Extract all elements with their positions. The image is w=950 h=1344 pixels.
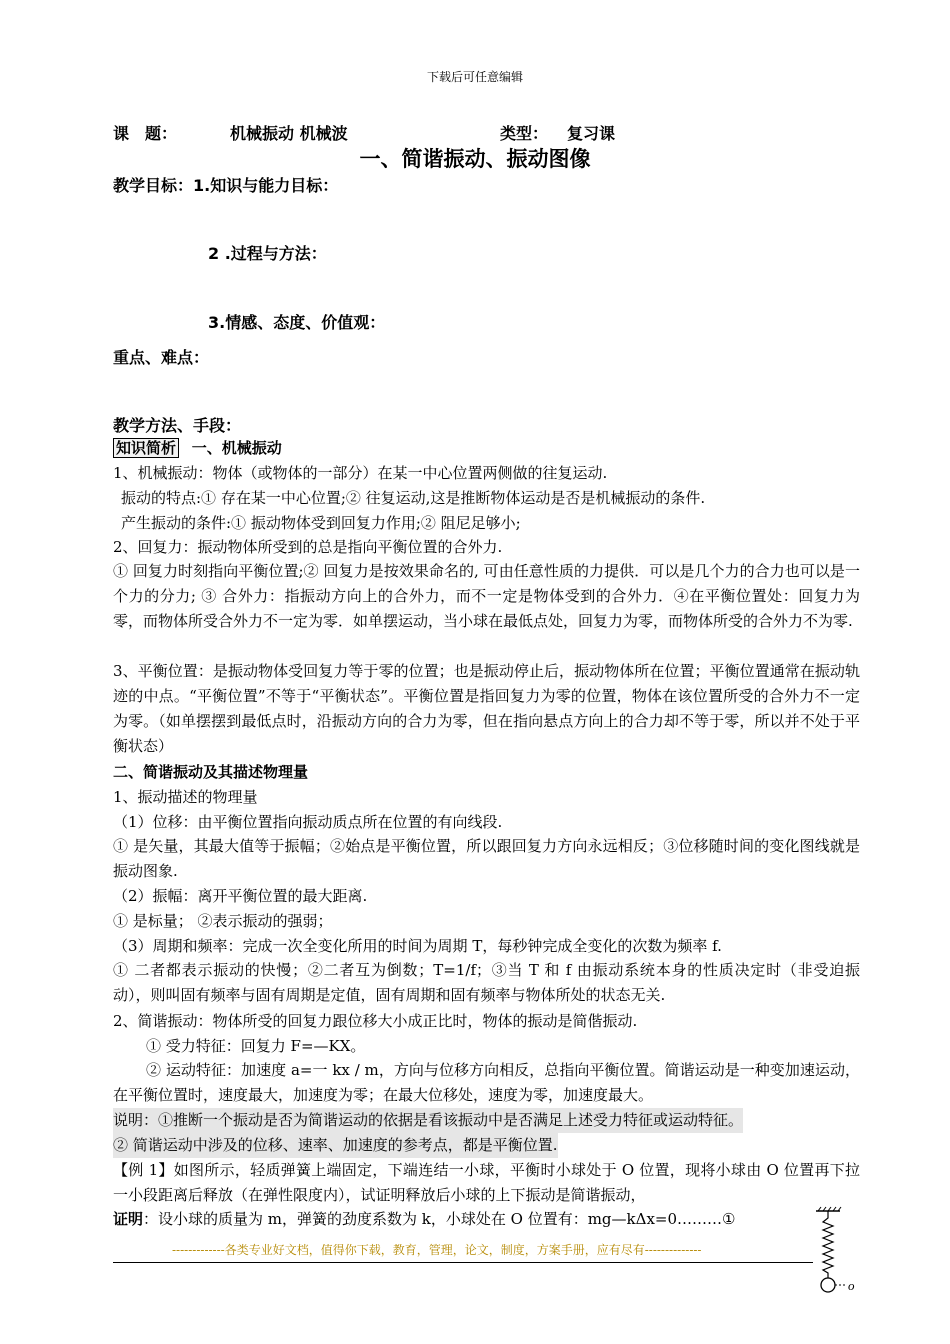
line-11: ① 是标量； ②表示振动的强弱； [113,912,333,930]
header-note: 下载后可任意编辑 [426,70,523,84]
spring-coil [823,1211,833,1278]
methods-label: 教学方法、手段： [113,416,242,435]
spring-figure [812,1206,862,1298]
line-10: （2）振幅：离开平衡位置的最大距离. [113,887,368,905]
example-1: 【例 1】如图所示，轻质弹簧上端固定，下端连结一小球，平衡时小球处于 O 位置，现将小球由 O 位置再下拉一小段距离后释放（在弹性限度内），试证明释放后小球的上下振动是简谐振动， [113,1161,860,1204]
objective-3: 3.情感、态度、价值观： [208,313,386,332]
footer-ad: -------------各类专业好文档，值得你下载，教育，管理，论文，制度，方案手册，应有尽有-------------- [172,1243,702,1257]
type-value: 复习课 [567,124,616,143]
objective-2: 2 .过程与方法： [208,244,327,263]
label-o: o [848,1278,855,1293]
note-line-2: ② 简谐运动中涉及的位移、速率、加速度的参考点，都是平衡位置. [113,1133,558,1158]
knowledge-tag: 知识简析 [113,438,179,458]
line-7: 1、振动描述的物理量 [113,788,258,806]
line-2: 振动的特点:① 存在某一中心位置;② 往复运动,这是推断物体运动是否是机械振动的条件. [121,489,706,507]
line-1: 1、机械振动：物体（或物体的一部分）在某一中心位置两侧做的往复运动. [113,464,608,482]
topic-value: 机械振动 机械波 [230,124,348,143]
paragraph-restoring-force: ① 回复力时刻指向平衡位置;② 回复力是按效果命名的, 可由任意性质的力提供．可以是几个力的合力也可以是一个力的分力; ③ 合外力：指振动方向上的合外力，而不一定是物体受到的合外力．④在平衡位置处：回复力为零，而物体所受合外力不一定为零．如单摆运动，当小球在最低点处，回复力为零，而物体所受的合外力不为零. [113,562,860,630]
note-line-1: 说明：①推断一个振动是否为简谐运动的依据是看该振动中是否满足上述受力特征或运动特征。 [113,1108,743,1133]
page-title: 一、简谐振动、振动图像 [359,147,591,171]
paragraph-displacement: ① 是矢量，其最大值等于振幅；②始点是平衡位置，所以跟回复力方向永远相反；③位移随时间的变化图线就是振动图象. [113,837,860,880]
line-12: （3）周期和频率：完成一次全变化所用的时间为周期 T，每秒钟完成全变化的次数为频率 f. [113,937,722,955]
topic-label: 课 题： [113,124,178,143]
line-14: 2、简谐振动：物体所受的回复力跟位移大小成正比时，物体的振动是简偕振动. [113,1012,638,1030]
line-8: （1）位移：由平衡位置指向振动质点所在位置的有向线段. [113,813,503,831]
proof-label: 证明 [113,1210,144,1228]
key-points-label: 重点、难点： [113,348,210,367]
line-15: ① 受力特征：回复力 F=—KX。 [146,1037,366,1055]
ball [821,1278,835,1292]
section-heading-2: 二、简谐振动及其描述物理量 [113,763,309,781]
type-label: 类型： [500,124,549,143]
paragraph-equilibrium: 3、平衡位置：是振动物体受回复力等于零的位置；也是振动停止后，振动物体所在位置；平衡位置通常在振动轨迹的中点。“平衡位置”不等于“平衡状态”。平衡位置是指回复力为零的位置，物体在该位置所受的合外力不一定为零。（如单摆摆到最低点时，沿振动方向的合力为零，但在指向悬点方向上的合力却不等于零，所以并不处于平衡状态） [113,662,860,755]
objectives-label: 教学目标：1.知识与能力目标： [113,176,339,195]
paragraph-period: ① 二者都表示振动的快慢；②二者互为倒数；T=1/f；③当 T 和 f 由振动系统本身的性质决定时（非受迫振动），则叫固有频率与固有周期是定值，固有周期和固有频率与物体所处的状态无关. [113,961,860,1004]
section-heading-1: 一、机械振动 [191,439,282,457]
proof-text: ：设小球的质量为 m，弹簧的劲度系数为 k，小球处在 O 位置有：mg—kΔx=0………① [143,1210,736,1228]
line-4: 2、回复力：振动物体所受到的总是指向平衡位置的合外力. [113,538,503,556]
paragraph-motion: ② 运动特征：加速度 a=一 kx / m，方向与位移方向相反，总指向平衡位置。简谐运动是一种变加速运动，在平衡位置时，速度最大，加速度为零；在最大位移处，速度为零，加速度最大。 [113,1061,860,1104]
line-3: 产生振动的条件:① 振动物体受到回复力作用;② 阻尼足够小; [121,514,521,532]
footer-rule [113,1262,813,1263]
